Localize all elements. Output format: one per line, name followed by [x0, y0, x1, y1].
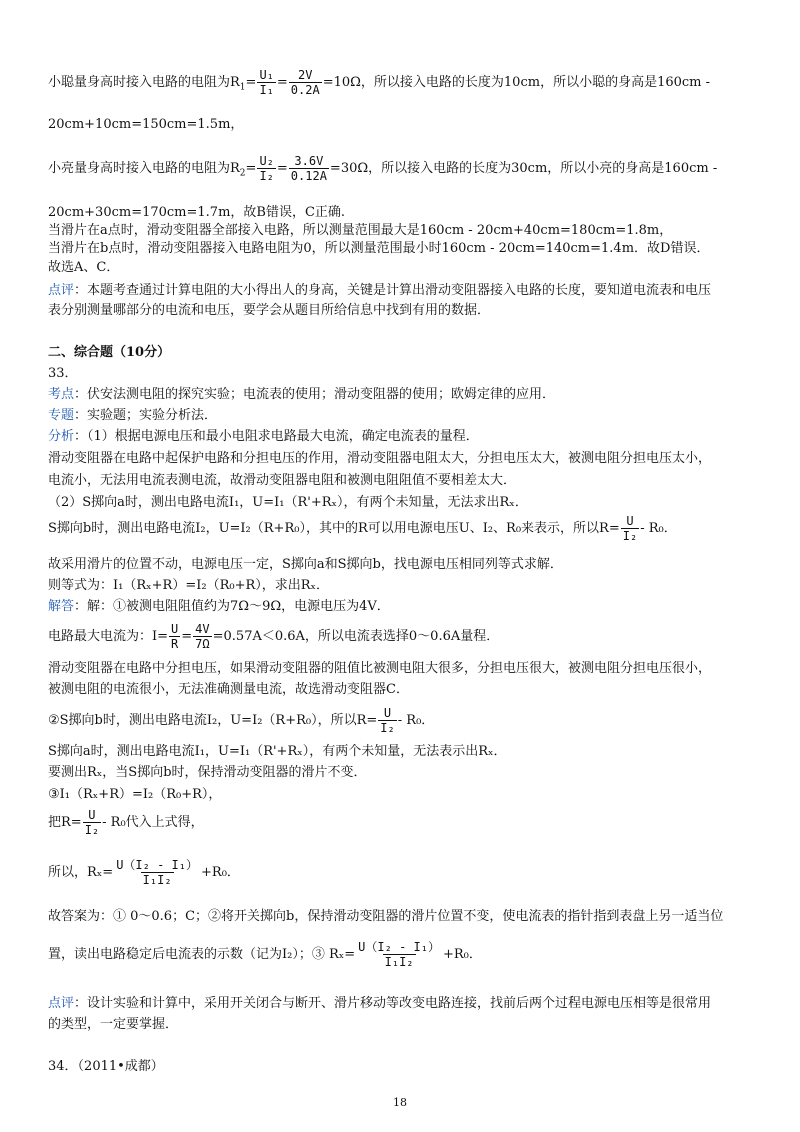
- denominator: 7Ω: [195, 637, 210, 651]
- numerator: U₁: [259, 68, 274, 82]
- fraction: [257, 68, 275, 97]
- text: +R₀．: [442, 947, 482, 962]
- text-line: [48, 386, 555, 404]
- text-line: 20cm+10cm=150cm=1.5m，: [48, 117, 244, 132]
- text: ：伏安法测电阻的探究实验；电流表的使用；滑动变阻器的使用；欧姆定律的应用．: [74, 387, 556, 402]
- numerator: U: [88, 808, 96, 822]
- text: ：（1）根据电源电压和最小电阻求电路最大电流，确定电流表的量程．: [74, 429, 479, 444]
- text: - R₀代入上式得，: [102, 815, 204, 830]
- label-point: 考点: [48, 387, 75, 402]
- text: ：实验题；实验分析法．: [74, 408, 218, 423]
- denominator: I₂: [622, 529, 638, 543]
- fraction: [289, 154, 329, 183]
- text-line: 小亮量身高时接入电路的电阻为$R_2=$ $\frac{\text{U₂}}{\text{I₂}}$ = $\frac{3.6V}{0.12A}$ =30Ω，所以接入电路的长度为30cm，所以小亮的身高是160cm -: [48, 154, 718, 183]
- text: 小聪量身高时接入电路的电阻为R: [48, 75, 240, 90]
- denominator: I₁I₂: [384, 955, 414, 969]
- text: =30Ω，所以接入电路的长度为30cm，所以小亮的身高是160cm -: [329, 161, 718, 176]
- label-comment: 点评: [48, 996, 75, 1011]
- text: =: [245, 75, 257, 90]
- numerator: U: [383, 706, 392, 720]
- text: ：设计实验和计算中，采用开关闭合与断开、滑片移动等改变电路连接，找前后两个过程电源电压相等是很常用: [74, 996, 712, 1011]
- text-line: 故采用滑片的位置不动，电源电压一定，S掷向a和S掷向b，找电源电压相同列等式求解．: [48, 557, 563, 572]
- text-line: 滑动变阻器在电路中起保护电路和分担电压的作用，滑动变阻器电阻太大，分担电压太大，被测电阻分担电压太小，: [48, 451, 712, 466]
- text: - R₀．: [397, 713, 435, 728]
- text: 把R=: [48, 815, 82, 830]
- numerator: U: [626, 514, 634, 528]
- text-line: [48, 995, 711, 1013]
- text-line: 当滑片在b点时，滑动变阻器接入电路电阻为0，所以测量范围最小时160cm - 20cm=140cm=1.4m．故D错误．: [48, 241, 710, 256]
- label-comment: 点评: [48, 283, 75, 298]
- text-line: 当滑片在a点时，滑动变阻器全部接入电路，所以测量范围最大是160cm - 20cm+40cm=180cm=1.8m，: [48, 223, 673, 238]
- text: +R₀．: [201, 865, 240, 880]
- text-line: [48, 407, 217, 425]
- question-number: 33．: [48, 366, 78, 381]
- fraction: [83, 808, 101, 837]
- text-line: 要测出Rₓ，当S掷向b时，保持滑动变阻器的滑片不变．: [48, 765, 367, 780]
- fraction: [169, 622, 180, 651]
- numerator: U（I₂ - I₁）: [116, 858, 199, 872]
- text-line: [48, 428, 479, 446]
- label-topic: 专题: [48, 408, 75, 423]
- text: ：解：①被测电阻阻值约为7Ω～9Ω，电源电压为4V．: [74, 599, 390, 614]
- denominator: I₁I₂: [142, 873, 172, 887]
- fraction: [193, 622, 211, 651]
- label-analysis: 分析: [48, 429, 75, 444]
- text: ：本题考查通过计算电阻的大小得出人的身高，关键是计算出滑动变阻器接入电路的长度，要知道电流表和电压: [74, 283, 712, 298]
- question-number: 34．（2011•成都）: [48, 1059, 164, 1074]
- text-line: [48, 858, 240, 887]
- text-line: 表分别测量哪部分的电流和电压，要学会从题目所给信息中找到有用的数据．: [48, 303, 491, 318]
- fraction: [114, 858, 200, 887]
- denominator: R: [171, 637, 179, 651]
- numerator: U: [171, 622, 179, 636]
- text-line: 小聪量身高时接入电路的电阻为$R_1=$ $\frac{\text{U₁}}{\text{I₁}}$ = $\frac{2V}{0.2A}$ =10Ω，所以接入电路的长度为10cm，所以小聪的身高是160cm -: [48, 68, 711, 97]
- text-line: 滑动变阻器在电路中分担电压，如果滑动变阻器的阻值比被测电阻大很多，分担电压很大，被测电阻分担电压很小，: [48, 661, 712, 676]
- denominator: I₁: [259, 83, 274, 97]
- subscript: 1: [239, 82, 246, 93]
- text-line: （2）S掷向a时，测出电路电流I₁，U=I₁（R'+Rₓ），有两个未知量，无法求出Rₓ．: [48, 495, 528, 510]
- fraction: [621, 514, 639, 543]
- text: =0.57A＜0.6A，所以电流表选择0～0.6A量程．: [212, 629, 500, 644]
- text: 所以，Rₓ=: [48, 865, 114, 880]
- text-line: [48, 940, 482, 969]
- text-line: [48, 598, 390, 616]
- text-line: ③I₁（Rₓ+R）=I₂（R₀+R），: [48, 787, 222, 802]
- text-line: 故选A、C．: [48, 260, 120, 275]
- fraction: [378, 706, 396, 735]
- text: =: [181, 629, 193, 644]
- numerator: 4V: [195, 622, 210, 636]
- numerator: 2V: [298, 68, 313, 82]
- text-line: 电流小，无法用电流表测电流，故滑动变阻器电阻和被测电阻阻值不要相差太大．: [48, 473, 517, 488]
- page-number: 18: [393, 1096, 407, 1109]
- fraction: [289, 68, 322, 97]
- denominator: I₂: [259, 169, 274, 183]
- text-line: [48, 808, 204, 837]
- denominator: 0.12A: [290, 169, 327, 183]
- text-line: [48, 282, 711, 300]
- text: 电路最大电流为：I=: [48, 629, 169, 644]
- text: S掷向b时，测出电路电流I₂，U=I₂（R+R₀），其中的R可以用电源电压U、I₂、R₀来表示，所以R=: [48, 521, 620, 536]
- text-line: 被测电阻的电流很小，无法准确测量电流，故选滑动变阻器C．: [48, 682, 409, 697]
- label-answer: 解答: [48, 599, 75, 614]
- text: ②S掷向b时，测出电路电流I₂，U=I₂（R+R₀），所以R=: [48, 713, 378, 728]
- text-line: S掷向a时，测出电路电流I₁，U=I₁（R'+Rₓ），有两个未知量，无法表示出Rₓ．: [48, 744, 507, 759]
- text-line: [48, 706, 434, 735]
- section-heading: 二、综合题（10分）: [48, 345, 171, 360]
- text: 小亮量身高时接入电路的电阻为R: [48, 161, 240, 176]
- text-line: 故答案为：① 0～0.6；C；②将开关掷向b，保持滑动变阻器的滑片位置不变，使电流表的指针指到表盘上另一适当位: [48, 909, 724, 924]
- text-line: 的类型，一定要掌握．: [48, 1017, 179, 1032]
- text-line: 则等式为：I₁（Rₓ+R）=I₂（R₀+R），求出Rₓ．: [48, 578, 330, 593]
- denominator: 0.2A: [290, 83, 320, 97]
- text: =10Ω，所以接入电路的长度为10cm，所以小聪的身高是160cm -: [322, 75, 711, 90]
- numerator: U₂: [259, 154, 274, 168]
- fraction: [356, 940, 442, 969]
- text-line: [48, 622, 499, 651]
- text-line: 20cm+30cm=170cm=1.7m，故B错误，C正确.: [48, 205, 346, 220]
- text: - R₀．: [640, 521, 677, 536]
- numerator: 3.6V: [294, 154, 324, 168]
- denominator: I₂: [380, 721, 395, 735]
- fraction: [257, 154, 275, 183]
- denominator: I₂: [84, 823, 100, 837]
- subscript: 2: [239, 168, 246, 179]
- text: 置，读出电路稳定后电流表的示数（记为I₂）；③ Rₓ=: [48, 947, 356, 962]
- text: =: [245, 161, 257, 176]
- numerator: U（I₂ - I₁）: [358, 940, 440, 954]
- text-line: [48, 514, 677, 543]
